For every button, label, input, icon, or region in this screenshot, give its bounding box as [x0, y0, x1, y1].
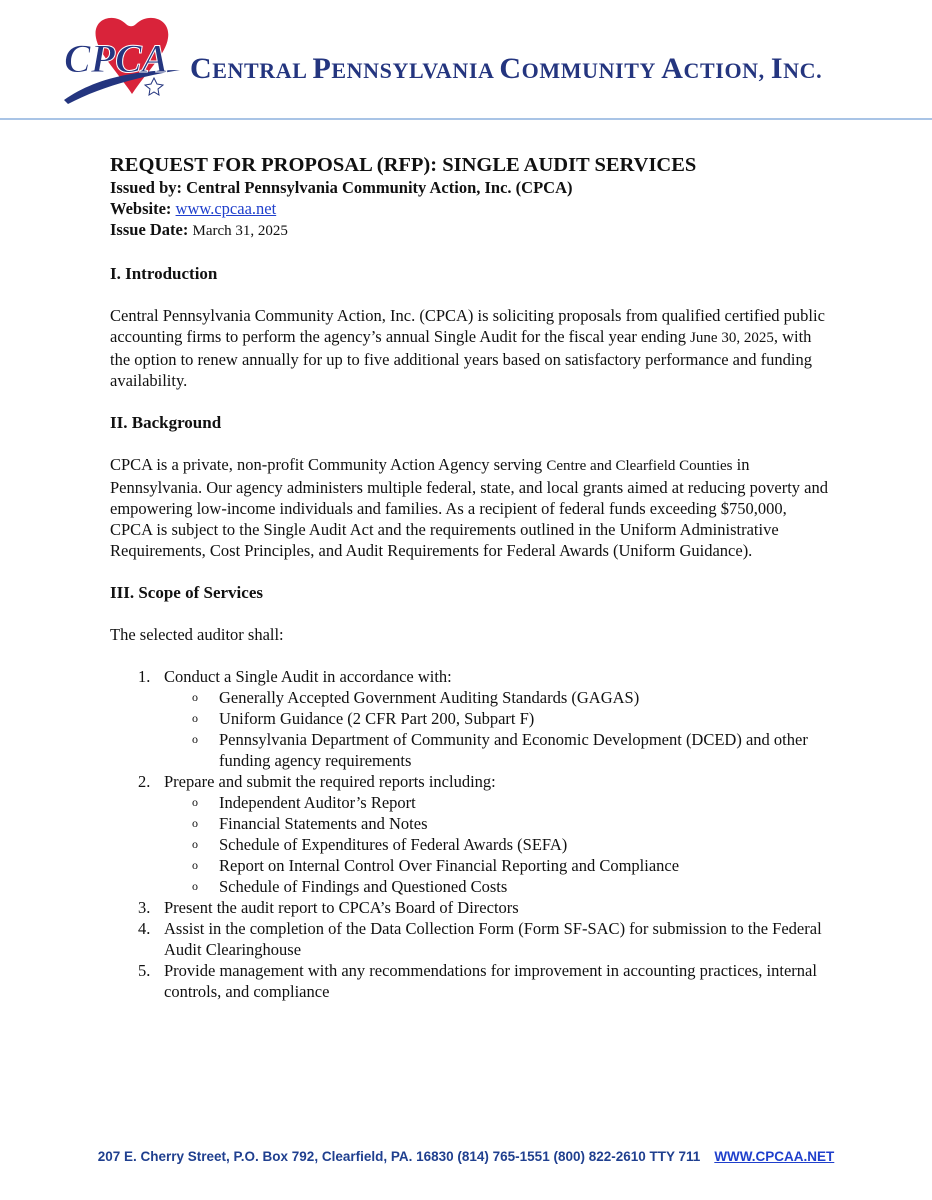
logo-text: CPCA	[64, 36, 169, 81]
section-heading-introduction: I. Introduction	[110, 264, 218, 283]
list-item-text: Prepare and submit the required reports including:	[164, 772, 496, 791]
list-item-text: Present the audit report to CPCA’s Board of Directors	[164, 898, 519, 917]
sub-list-item: o Schedule of Findings and Questioned Costs	[192, 877, 508, 896]
introduction-paragraph: Central Pennsylvania Community Action, Inc. (CPCA) is soliciting proposals from qualified certified public accounting firms to perform the agency’s annual Single Audit for the fiscal year ending June 30, 2025, with the option to renew annually for up to five additional years based on satisfactory performance and funding availability.	[110, 306, 825, 390]
list-number: 5.	[138, 961, 151, 980]
sub-list	[164, 687, 830, 771]
list-item-text: Provide management with any recommendations for improvement in accounting practices, internal controls, and compliance	[164, 961, 817, 1001]
cpca-logo	[62, 14, 184, 104]
document-title: REQUEST FOR PROPOSAL (RFP): SINGLE AUDIT SERVICES	[110, 154, 697, 176]
circle-bullet-icon: o	[192, 879, 198, 893]
issued-by-line: Issued by: Central Pennsylvania Community Action, Inc. (CPCA)	[110, 178, 573, 197]
list-number: 4.	[138, 919, 151, 938]
sub-list-item: o Schedule of Expenditures of Federal Awards (SEFA)	[192, 835, 568, 854]
scope-lead: The selected auditor shall:	[110, 625, 284, 644]
circle-bullet-icon: o	[192, 858, 198, 872]
issue-date-line: Issue Date: March 31, 2025	[110, 220, 288, 239]
circle-bullet-icon: o	[192, 711, 198, 725]
sub-list-item: o Pennsylvania Department of Community and Economic Development (DCED) and other funding agency requirements	[192, 730, 808, 770]
website-line: Website: www.cpcaa.net	[110, 199, 277, 218]
cpca-logo-graphic	[62, 14, 184, 104]
scope-list	[110, 666, 830, 1002]
list-number: 2.	[138, 772, 151, 791]
header-divider	[0, 118, 932, 120]
list-item	[110, 771, 830, 897]
footer-website-link[interactable]: WWW.CPCAA.NET	[714, 1149, 835, 1164]
sub-list-item: o Financial Statements and Notes	[192, 814, 428, 833]
website-link[interactable]: www.cpcaa.net	[175, 199, 277, 218]
list-number: 3.	[138, 898, 151, 917]
sub-list-item: o Uniform Guidance (2 CFR Part 200, Subpart F)	[192, 709, 535, 728]
list-item	[110, 960, 830, 1002]
circle-bullet-icon: o	[192, 837, 198, 851]
list-item	[110, 666, 830, 771]
organization-name: CENTRAL PENNSYLVANIA COMMUNITY ACTION, INC.	[190, 52, 823, 85]
letterhead	[0, 0, 932, 120]
background-paragraph: CPCA is a private, non-profit Community Action Agency serving Centre and Clearfield Counties in Pennsylvania. Our agency administers multiple federal, state, and local grants aimed at reducing poverty and empowering low-income individuals and families. As a recipient of federal funds exceeding $750,000, CPCA is subject to the Single Audit Act and the requirements outlined in the Uniform Administrative Requirements, Cost Principles, and Audit Requirements for Federal Awards (Uniform Guidance).	[110, 455, 828, 560]
circle-bullet-icon: o	[192, 816, 198, 830]
circle-bullet-icon: o	[192, 690, 198, 704]
list-item	[110, 918, 830, 960]
sub-list-item: o Independent Auditor’s Report	[192, 793, 416, 812]
list-number: 1.	[138, 667, 151, 686]
list-item-text: Conduct a Single Audit in accordance with:	[164, 667, 452, 686]
section-heading-scope: III. Scope of Services	[110, 583, 263, 602]
list-item	[110, 897, 830, 918]
document-body	[110, 153, 830, 1002]
list-item-text: Assist in the completion of the Data Collection Form (Form SF-SAC) for submission to the Federal Audit Clearinghouse	[164, 919, 822, 959]
sub-list	[164, 792, 830, 897]
footer	[0, 1149, 932, 1164]
circle-bullet-icon: o	[192, 732, 198, 746]
sub-list-item: o Generally Accepted Government Auditing Standards (GAGAS)	[192, 688, 640, 707]
footer-address: 207 E. Cherry Street, P.O. Box 792, Clearfield, PA. 16830 (814) 765-1551 (800) 822-2610 TTY 711	[97, 1149, 701, 1164]
circle-bullet-icon: o	[192, 795, 198, 809]
sub-list-item: o Report on Internal Control Over Financial Reporting and Compliance	[192, 856, 680, 875]
section-heading-background: II. Background	[110, 413, 222, 432]
